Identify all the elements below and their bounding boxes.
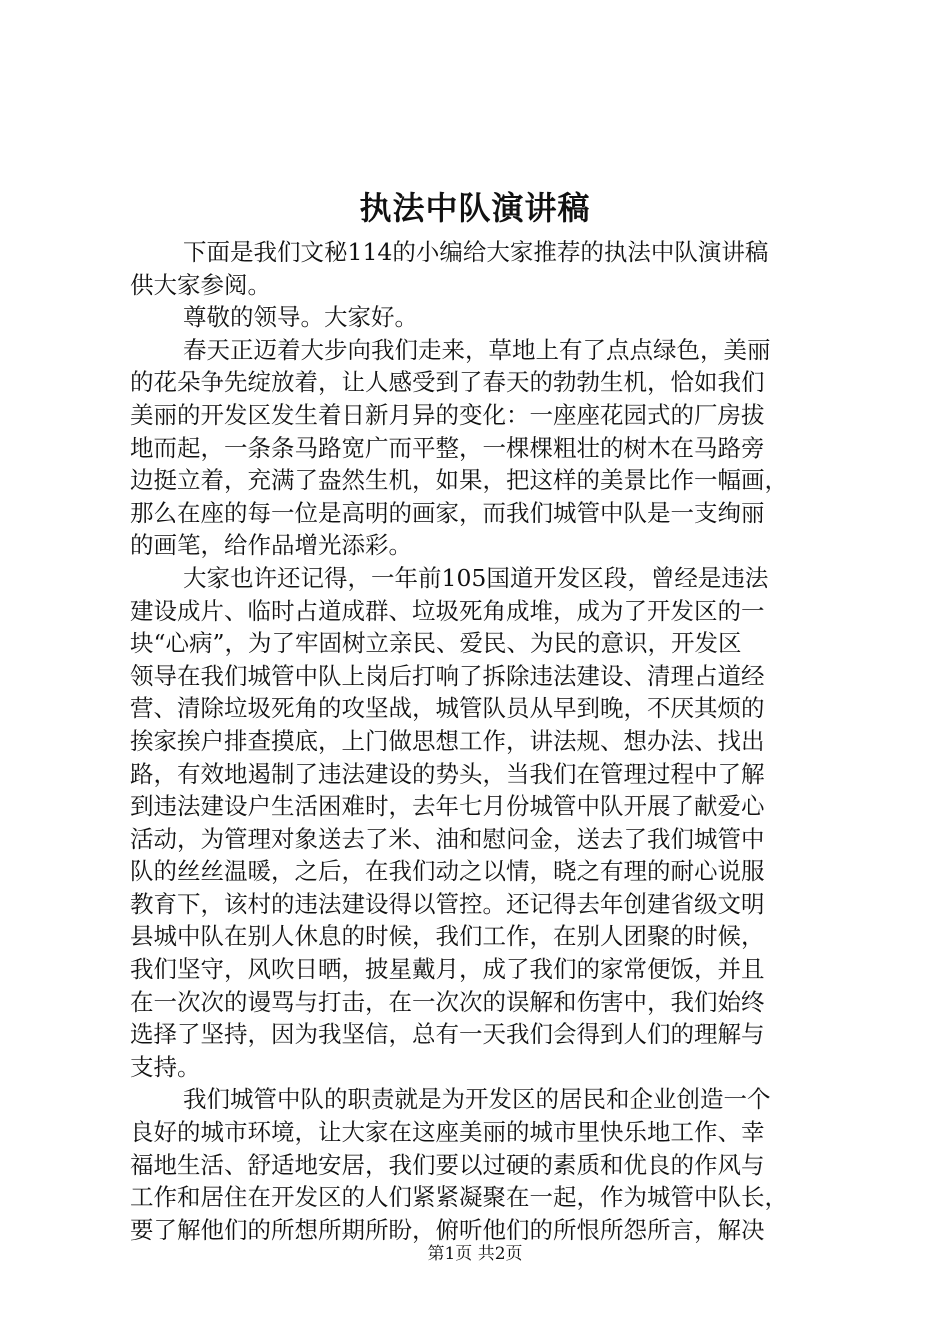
body-line: 教育下，该村的违法建设得以管控。还记得去年创建省级文明 bbox=[130, 889, 765, 918]
body-line: 领导在我们城管中队上岗后打响了拆除违法建设、清理占道经 bbox=[130, 661, 765, 690]
page-footer: 第1页 共2页 bbox=[427, 1244, 523, 1264]
body-line: 那么在座的每一位是高明的画家，而我们城管中队是一支绚丽 bbox=[130, 498, 765, 527]
body-line: 边挺立着，充满了盎然生机，如果，把这样的美景比作一幅画， bbox=[130, 466, 788, 495]
body-line: 美丽的开发区发生着日新月异的变化：一座座花园式的厂房拔 bbox=[130, 400, 765, 429]
document-body bbox=[130, 236, 830, 1246]
body-line: 地而起，一条条马路宽广而平整，一棵棵粗壮的树木在马路旁 bbox=[130, 433, 765, 462]
body-line: 队的丝丝温暖，之后，在我们动之以情，晓之有理的耐心说服 bbox=[130, 857, 765, 886]
body-line: 营、清除垃圾死角的攻坚战，城管队员从早到晚，不厌其烦的 bbox=[130, 694, 765, 723]
body-line: 在一次次的谩骂与打击，在一次次的误解和伤害中，我们始终 bbox=[130, 987, 765, 1016]
body-line: 尊敬的领导。大家好。 bbox=[183, 303, 418, 332]
body-line: 的花朵争先绽放着，让人感受到了春天的勃勃生机，恰如我们 bbox=[130, 368, 765, 397]
body-line: 支持。 bbox=[130, 1052, 201, 1081]
document-title: 执法中队演讲稿 bbox=[359, 189, 591, 227]
body-line: 选择了坚持，因为我坚信，总有一天我们会得到人们的理解与 bbox=[130, 1020, 765, 1049]
body-line: 建设成片、临时占道成群、垃圾死角成堆，成为了开发区的一 bbox=[130, 596, 765, 625]
body-line: 工作和居住在开发区的人们紧紧凝聚在一起，作为城管中队长， bbox=[130, 1183, 788, 1212]
body-line: 春天正迈着大步向我们走来，草地上有了点点绿色，美丽 bbox=[183, 335, 771, 364]
body-line: 供大家参阅。 bbox=[130, 270, 271, 299]
body-line: 良好的城市环境，让大家在这座美丽的城市里快乐地工作、幸 bbox=[130, 1118, 765, 1147]
body-line: 的画笔，给作品增光添彩。 bbox=[130, 531, 412, 560]
body-line: 下面是我们文秘114的小编给大家推荐的执法中队演讲稿 bbox=[183, 238, 769, 266]
body-line: 我们坚守，风吹日晒，披星戴月，成了我们的家常便饭，并且 bbox=[130, 955, 765, 984]
body-line: 县城中队在别人休息的时候，我们工作，在别人团聚的时候， bbox=[130, 922, 765, 951]
body-line: 大家也许还记得，一年前105国道开发区段，曾经是违法 bbox=[183, 563, 769, 592]
body-line: 福地生活、舒适地安居，我们要以过硬的素质和优良的作风与 bbox=[130, 1150, 765, 1179]
body-line: 活动，为管理对象送去了米、油和慰问金，送去了我们城管中 bbox=[130, 824, 765, 853]
body-line: 路，有效地遏制了违法建设的势头，当我们在管理过程中了解 bbox=[130, 759, 765, 788]
body-line: 到违法建设户生活困难时，去年七月份城管中队开展了献爱心 bbox=[130, 792, 765, 821]
body-line: 挨家挨户排查摸底，上门做思想工作，讲法规、想办法、找出 bbox=[130, 726, 765, 755]
body-line: 我们城管中队的职责就是为开发区的居民和企业创造一个 bbox=[183, 1085, 771, 1114]
body-line: 块“心病”，为了牢固树立亲民、爱民、为民的意识，开发区 bbox=[130, 629, 742, 658]
body-line: 要了解他们的所想所期所盼，俯听他们的所恨所怨所言，解决 bbox=[130, 1215, 765, 1244]
